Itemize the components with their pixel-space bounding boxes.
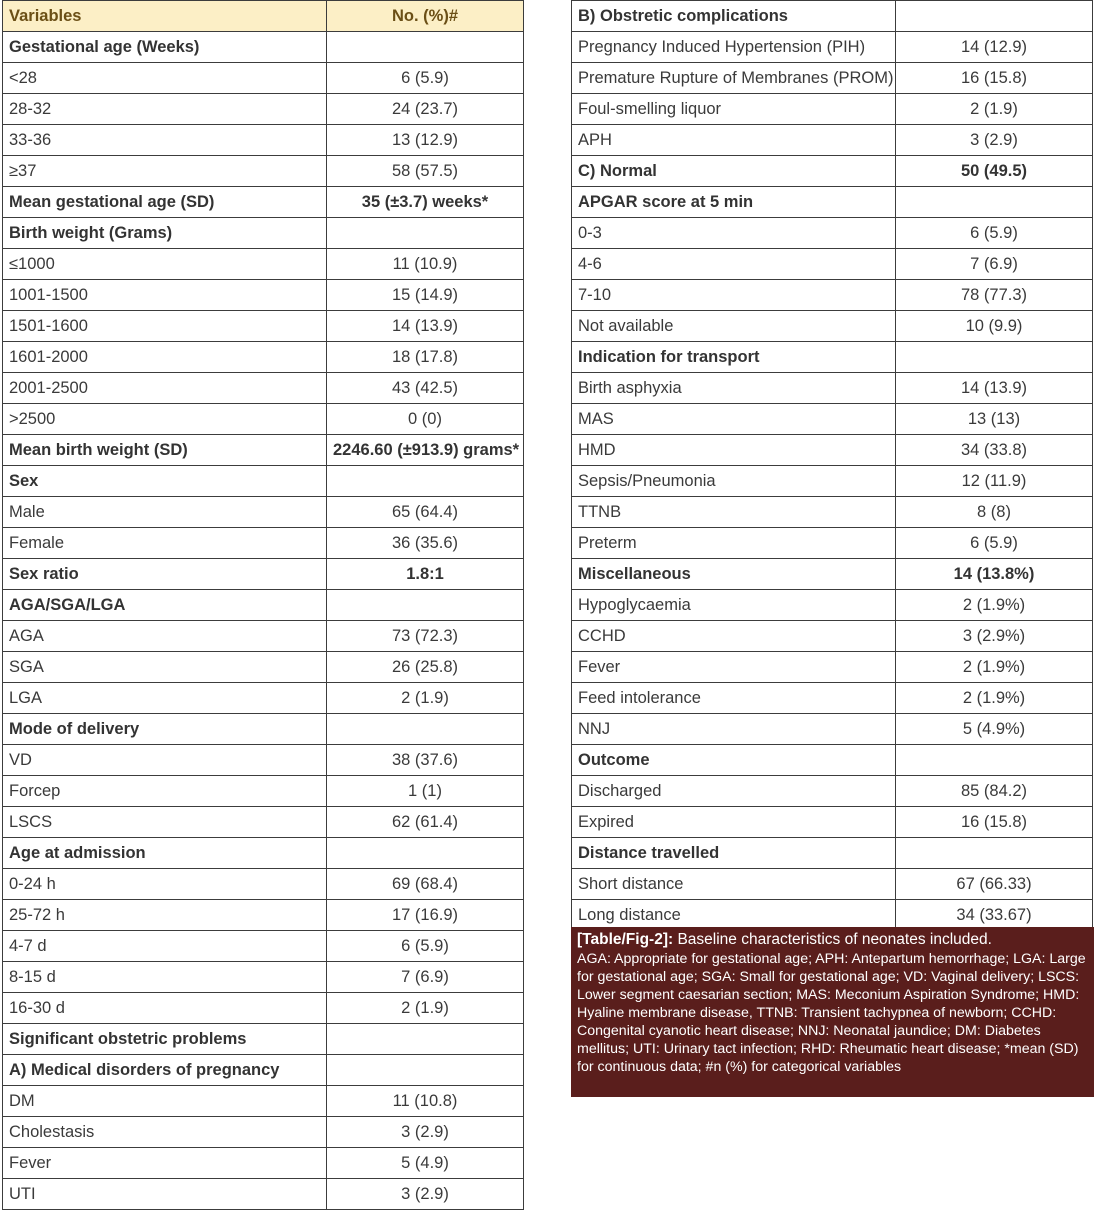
table-row (572, 652, 1093, 683)
row-value: 62 (61.4) (327, 807, 524, 838)
row-label: MAS (572, 404, 896, 435)
row-value: 14 (13.9) (896, 373, 1093, 404)
left-table-column (2, 0, 524, 1210)
row-value: 2246.60 (±913.9) grams* (327, 435, 524, 466)
row-value: 36 (35.6) (327, 528, 524, 559)
row-value: 12 (11.9) (896, 466, 1093, 497)
row-value: 14 (13.9) (327, 311, 524, 342)
row-label: C) Normal (572, 156, 896, 187)
row-value: 67 (66.33) (896, 869, 1093, 900)
table-row (572, 342, 1093, 373)
row-label: Cholestasis (3, 1117, 327, 1148)
row-value: 2 (1.9) (327, 993, 524, 1024)
row-label: Fever (3, 1148, 327, 1179)
row-label: Long distance (572, 900, 896, 931)
row-label: AGA/SGA/LGA (3, 590, 327, 621)
row-label: Mode of delivery (3, 714, 327, 745)
row-value (327, 590, 524, 621)
table-row (572, 466, 1093, 497)
table-row (3, 807, 524, 838)
table-row (3, 32, 524, 63)
table-row (3, 497, 524, 528)
row-label: Significant obstetric problems (3, 1024, 327, 1055)
row-label: <28 (3, 63, 327, 94)
row-value: 8 (8) (896, 497, 1093, 528)
table-row (3, 590, 524, 621)
table-row (572, 435, 1093, 466)
table-row (3, 869, 524, 900)
row-value: 69 (68.4) (327, 869, 524, 900)
row-label: CCHD (572, 621, 896, 652)
table-row (3, 683, 524, 714)
table-row (3, 218, 524, 249)
row-value: 0 (0) (327, 404, 524, 435)
row-label: APGAR score at 5 min (572, 187, 896, 218)
row-label: 28-32 (3, 94, 327, 125)
row-label: Sex (3, 466, 327, 497)
table-row (572, 497, 1093, 528)
row-value (327, 1055, 524, 1086)
caption-title (577, 931, 1088, 949)
table-row (3, 1148, 524, 1179)
row-value: 16 (15.8) (896, 807, 1093, 838)
table-row (3, 1024, 524, 1055)
row-label: 0-24 h (3, 869, 327, 900)
table-row (3, 187, 524, 218)
row-label: 4-6 (572, 249, 896, 280)
row-label: 0-3 (572, 218, 896, 249)
row-label: B) Obstretic complications (572, 1, 896, 32)
row-value: 85 (84.2) (896, 776, 1093, 807)
row-label: 8-15 d (3, 962, 327, 993)
table-row (3, 1117, 524, 1148)
row-label: Female (3, 528, 327, 559)
row-label: ≥37 (3, 156, 327, 187)
table-row (572, 807, 1093, 838)
row-value: 17 (16.9) (327, 900, 524, 931)
table-row (3, 373, 524, 404)
row-label: Not available (572, 311, 896, 342)
row-value: 6 (5.9) (896, 528, 1093, 559)
row-label: LGA (3, 683, 327, 714)
row-label: APH (572, 125, 896, 156)
table-row (572, 1, 1093, 32)
row-value: 5 (4.9) (327, 1148, 524, 1179)
row-label: Male (3, 497, 327, 528)
row-value: 11 (10.9) (327, 249, 524, 280)
table-row (572, 528, 1093, 559)
table-row (3, 1055, 524, 1086)
table-row (3, 404, 524, 435)
table-row (3, 652, 524, 683)
table-row (3, 621, 524, 652)
row-value: 34 (33.8) (896, 435, 1093, 466)
row-value: 3 (2.9) (327, 1179, 524, 1210)
table-row (3, 156, 524, 187)
table-row (3, 900, 524, 931)
row-value: 3 (2.9) (327, 1117, 524, 1148)
row-value (896, 187, 1093, 218)
row-value: 7 (6.9) (327, 962, 524, 993)
table-row (3, 931, 524, 962)
row-value: 43 (42.5) (327, 373, 524, 404)
row-label: UTI (3, 1179, 327, 1210)
table-row (572, 590, 1093, 621)
table-row (572, 218, 1093, 249)
table-row (3, 125, 524, 156)
row-label: 1601-2000 (3, 342, 327, 373)
row-value: 2 (1.9%) (896, 652, 1093, 683)
caption-body: AGA: Appropriate for gestational age; APH: Antepartum hemorrhage; LGA: Large for gestational age; SGA: Small for gestational age; VD: Vaginal delivery; LSCS: Lower segment caesarian section; MAS: Meconium Aspiration Syndrome; HMD: Hyaline membrane disease, TTNB: Transient tachypnea of newborn; CCHD: Congenital cyanotic heart disease; NNJ: Neonatal jaundice; DM: Diabetes mellitus; UTI: Urinary tact infection; RHD: Rheumatic heart disease; *mean (SD) for continuous data; #n (%) for categorical variables (577, 951, 1086, 1075)
row-value (327, 466, 524, 497)
row-value (327, 32, 524, 63)
table-row (572, 559, 1093, 590)
row-value: 24 (23.7) (327, 94, 524, 125)
row-label: 1001-1500 (3, 280, 327, 311)
row-label: Miscellaneous (572, 559, 896, 590)
row-label: 4-7 d (3, 931, 327, 962)
table-row (572, 125, 1093, 156)
row-label: 16-30 d (3, 993, 327, 1024)
row-value: No. (%)# (327, 1, 524, 32)
table-row (572, 249, 1093, 280)
table-row (3, 1179, 524, 1210)
row-label: Variables (3, 1, 327, 32)
row-label: 1501-1600 (3, 311, 327, 342)
table-caption (571, 927, 1094, 1097)
row-label: NNJ (572, 714, 896, 745)
row-label: Short distance (572, 869, 896, 900)
table-row (3, 94, 524, 125)
row-label: 33-36 (3, 125, 327, 156)
table-row (3, 1, 524, 32)
table-row (3, 528, 524, 559)
right-table-column (571, 0, 1093, 931)
row-value: 2 (1.9) (327, 683, 524, 714)
table-row (572, 32, 1093, 63)
table-row (572, 94, 1093, 125)
row-value (327, 218, 524, 249)
row-value: 11 (10.8) (327, 1086, 524, 1117)
row-value: 13 (12.9) (327, 125, 524, 156)
row-value: 35 (±3.7) weeks* (327, 187, 524, 218)
row-value (327, 838, 524, 869)
row-value: 16 (15.8) (896, 63, 1093, 94)
row-label: LSCS (3, 807, 327, 838)
row-value: 7 (6.9) (896, 249, 1093, 280)
row-label: ≤1000 (3, 249, 327, 280)
row-label: DM (3, 1086, 327, 1117)
table-row (3, 249, 524, 280)
row-value: 2 (1.9%) (896, 590, 1093, 621)
characteristics-table-right (571, 0, 1093, 931)
row-value: 6 (5.9) (327, 931, 524, 962)
row-value (327, 714, 524, 745)
table-row (572, 311, 1093, 342)
row-value: 34 (33.67) (896, 900, 1093, 931)
row-value (896, 838, 1093, 869)
row-value: 1 (1) (327, 776, 524, 807)
row-label: Hypoglycaemia (572, 590, 896, 621)
row-label: Discharged (572, 776, 896, 807)
row-value: 14 (13.8%) (896, 559, 1093, 590)
table-row (572, 714, 1093, 745)
row-label: Distance travelled (572, 838, 896, 869)
table-row (3, 714, 524, 745)
row-value: 3 (2.9%) (896, 621, 1093, 652)
characteristics-table-left (2, 0, 524, 1210)
row-label: Sepsis/Pneumonia (572, 466, 896, 497)
row-value: 15 (14.9) (327, 280, 524, 311)
table-row (3, 63, 524, 94)
row-label: 25-72 h (3, 900, 327, 931)
table-row (572, 621, 1093, 652)
row-label: Mean gestational age (SD) (3, 187, 327, 218)
row-label: >2500 (3, 404, 327, 435)
row-label: Feed intolerance (572, 683, 896, 714)
table-row (3, 435, 524, 466)
row-label: Outcome (572, 745, 896, 776)
row-label: Birth asphyxia (572, 373, 896, 404)
row-value: 65 (64.4) (327, 497, 524, 528)
table-row (3, 993, 524, 1024)
table-row (572, 156, 1093, 187)
row-value: 58 (57.5) (327, 156, 524, 187)
row-label: Pregnancy Induced Hypertension (PIH) (572, 32, 896, 63)
table-row (572, 869, 1093, 900)
table-row (572, 373, 1093, 404)
row-value: 38 (37.6) (327, 745, 524, 776)
table-row (3, 1086, 524, 1117)
caption-tag: [Table/Fig-2]: (577, 931, 674, 948)
row-value: 1.8:1 (327, 559, 524, 590)
table-row (572, 900, 1093, 931)
row-label: 2001-2500 (3, 373, 327, 404)
row-label: Mean birth weight (SD) (3, 435, 327, 466)
table-row (3, 838, 524, 869)
table-row (572, 838, 1093, 869)
table-row (3, 559, 524, 590)
caption-title-text: Baseline characteristics of neonates included. (673, 931, 992, 948)
table-row (3, 745, 524, 776)
row-label: Indication for transport (572, 342, 896, 373)
row-label: Gestational age (Weeks) (3, 32, 327, 63)
table-row (572, 187, 1093, 218)
row-value: 6 (5.9) (327, 63, 524, 94)
table-row (572, 776, 1093, 807)
table-row (3, 311, 524, 342)
table-row (3, 342, 524, 373)
row-label: VD (3, 745, 327, 776)
row-value: 2 (1.9) (896, 94, 1093, 125)
row-label: Premature Rupture of Membranes (PROM) (572, 63, 896, 94)
table-row (572, 280, 1093, 311)
row-label: Expired (572, 807, 896, 838)
row-value: 26 (25.8) (327, 652, 524, 683)
table-row (572, 63, 1093, 94)
table-row (3, 280, 524, 311)
row-value: 6 (5.9) (896, 218, 1093, 249)
row-label: HMD (572, 435, 896, 466)
row-label: A) Medical disorders of pregnancy (3, 1055, 327, 1086)
row-value: 50 (49.5) (896, 156, 1093, 187)
row-value: 73 (72.3) (327, 621, 524, 652)
table-row (572, 745, 1093, 776)
table-row (3, 776, 524, 807)
row-label: Sex ratio (3, 559, 327, 590)
row-label: Birth weight (Grams) (3, 218, 327, 249)
row-value: 78 (77.3) (896, 280, 1093, 311)
row-value: 10 (9.9) (896, 311, 1093, 342)
table-row (572, 683, 1093, 714)
row-label: AGA (3, 621, 327, 652)
row-value: 3 (2.9) (896, 125, 1093, 156)
row-label: Preterm (572, 528, 896, 559)
row-value (896, 745, 1093, 776)
row-label: Forcep (3, 776, 327, 807)
row-value: 13 (13) (896, 404, 1093, 435)
row-value (327, 1024, 524, 1055)
row-value: 14 (12.9) (896, 32, 1093, 63)
row-label: SGA (3, 652, 327, 683)
table-row (3, 962, 524, 993)
row-label: Foul-smelling liquor (572, 94, 896, 125)
table-row (572, 404, 1093, 435)
row-value (896, 342, 1093, 373)
row-value: 18 (17.8) (327, 342, 524, 373)
row-value: 2 (1.9%) (896, 683, 1093, 714)
row-label: Fever (572, 652, 896, 683)
row-label: 7-10 (572, 280, 896, 311)
row-value: 5 (4.9%) (896, 714, 1093, 745)
row-label: TTNB (572, 497, 896, 528)
table-row (3, 466, 524, 497)
row-value (896, 1, 1093, 32)
row-label: Age at admission (3, 838, 327, 869)
